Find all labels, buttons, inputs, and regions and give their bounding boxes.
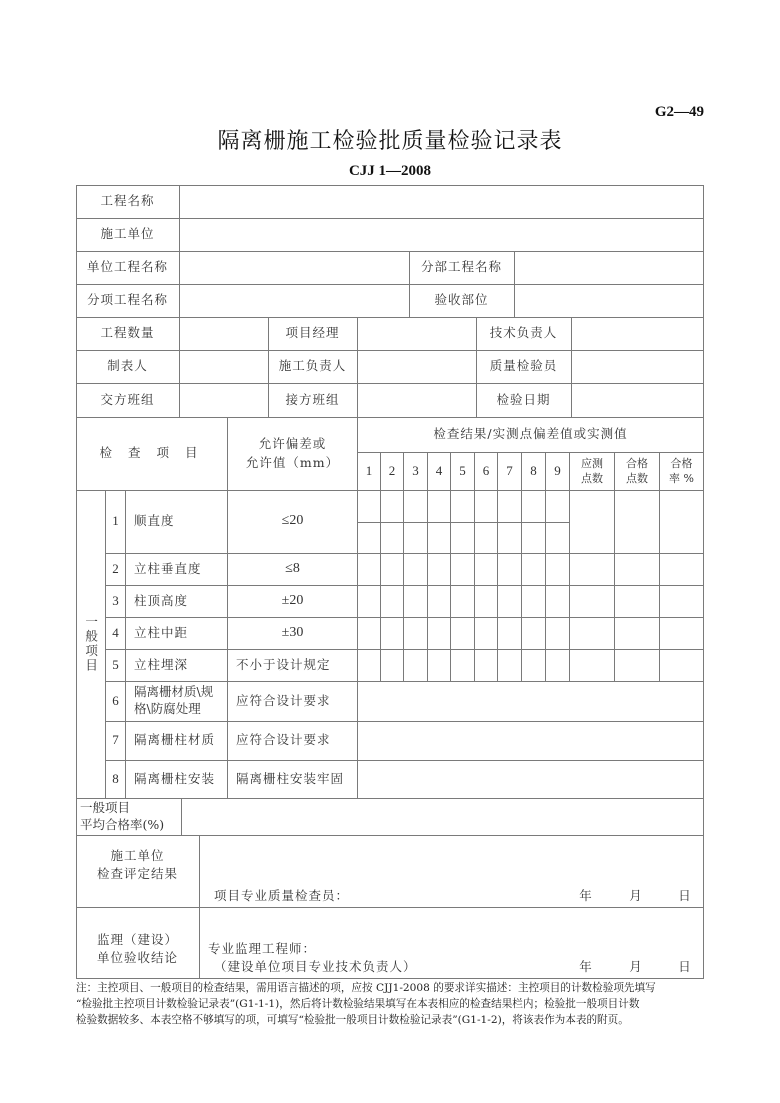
label-unit-project-name: 单位工程名称: [86, 259, 168, 275]
header-point-2: 2: [388, 463, 396, 479]
footnote-line2: “检验批主控项目计数检验记录表”(G1-1-1)，然后将计数检验结果填写在本表相应的检查结果栏内；检验批一般项目计数: [76, 998, 640, 1010]
header-point-7: 7: [506, 463, 513, 479]
header-qualified-rate-1: 合格: [670, 457, 693, 471]
header-results: 检查结果/实测点偏差值或实测值: [433, 426, 628, 442]
supervisor-signature-note: （建设单位项目专业技术负责人）: [214, 958, 417, 974]
header-point-5: 5: [459, 463, 466, 479]
label-handover-team: 交方班组: [100, 391, 155, 407]
label-average-rate: [76, 798, 185, 835]
item-tolerance: ±30: [281, 624, 304, 640]
label-inspection-date: 检验日期: [496, 391, 551, 407]
field-quantity[interactable]: [180, 317, 268, 350]
field-construction-lead[interactable]: [358, 350, 476, 383]
item-name-line2: 格\防腐处理: [134, 701, 201, 716]
item-tolerance: 隔离栅柱安装牢固: [236, 770, 345, 786]
label-tabulator: 制表人: [107, 358, 148, 374]
supervision-year: 年: [579, 958, 593, 974]
item-tolerance: ≤8: [285, 560, 300, 576]
construction-day: 日: [678, 887, 692, 903]
header-qualified-points-2: 点数: [626, 471, 648, 485]
average-label-line2: 平均合格率(%): [80, 816, 165, 832]
header-check-item: 检 查 项 目: [99, 445, 204, 461]
item-result-cells[interactable]: [358, 681, 703, 721]
field-inspection-date[interactable]: [572, 383, 703, 417]
label-construction-result: [76, 835, 199, 895]
label-division-project-name: 分部工程名称: [420, 259, 502, 275]
item-name: 立柱垂直度: [134, 560, 202, 576]
field-construction-result[interactable]: [200, 835, 703, 885]
header-point-3: 3: [412, 463, 419, 479]
supervisor-signature: 专业监理工程师：: [208, 940, 317, 956]
supervision-line2: 单位验收结论: [96, 949, 178, 965]
label-technical-lead: 技术负责人: [489, 325, 558, 341]
item-result-cells[interactable]: [358, 721, 703, 760]
footnote-line3: 检验数据较多、本表空格不够填写的项，可填写“检验批一般项目计数检验记录表”(G1-1-2)，将该表作为本表的附页。: [76, 1014, 629, 1026]
item-tolerance: ≤20: [281, 513, 304, 529]
label-quality-inspector: 质量检验员: [489, 358, 558, 374]
item-tolerance: 应符合设计要求: [236, 732, 331, 748]
header-point-4: 4: [435, 463, 443, 479]
field-quality-inspector[interactable]: [572, 350, 703, 383]
standard-code: CJJ 1—2008: [348, 163, 432, 179]
item-number: 2: [112, 560, 119, 576]
header-tolerance-line2: 允许值（mm）: [245, 454, 340, 470]
item-tolerance: 应符合设计要求: [236, 692, 331, 708]
item-result-cells[interactable]: [358, 760, 703, 798]
item-tolerance: ±20: [281, 592, 304, 608]
item-result-cells[interactable]: [358, 617, 703, 649]
field-takeover-team[interactable]: [358, 383, 476, 417]
header-point-9: 9: [554, 463, 561, 479]
label-supervision: [76, 907, 199, 967]
item-result-cells[interactable]: [358, 585, 703, 617]
label-subitem-project-name: 分项工程名称: [86, 292, 168, 308]
construction-result-line2: 检查评定结果: [96, 866, 178, 881]
supervision-line1: 监理（建设）: [96, 931, 178, 947]
field-unit-project-name[interactable]: [180, 251, 409, 284]
field-average-rate[interactable]: [182, 798, 703, 835]
supervision-month: 月: [629, 958, 643, 974]
label-takeover-team: 接方班组: [285, 391, 340, 407]
field-project-name[interactable]: [180, 185, 703, 218]
construction-year: 年: [579, 887, 593, 903]
header-point-1: 1: [365, 463, 373, 479]
field-tabulator[interactable]: [180, 350, 268, 383]
header-qualified-points-1: 合格: [626, 457, 648, 471]
supervision-day: 日: [678, 958, 692, 974]
field-project-manager[interactable]: [358, 317, 476, 350]
item-result-cells[interactable]: [358, 649, 703, 681]
field-acceptance-part[interactable]: [515, 284, 703, 317]
field-supervision-result[interactable]: [200, 907, 703, 939]
label-project-manager: 项目经理: [285, 325, 340, 341]
inspection-record-table: [76, 185, 703, 978]
item-number: 4: [112, 624, 119, 640]
item-name: 立柱中距: [134, 624, 189, 640]
footnote: [76, 980, 716, 1028]
label-construction-lead: 施工负责人: [278, 358, 347, 374]
item-number: 5: [112, 656, 119, 672]
quality-checker-signature: 项目专业质量检查员：: [214, 887, 350, 903]
construction-result-line1: 施工单位: [110, 847, 165, 863]
label-quantity: 工程数量: [100, 325, 155, 341]
item-name: 顺直度: [134, 513, 175, 529]
page-title: 隔离栅施工检验批质量检验记录表: [217, 129, 563, 154]
label-acceptance-part: 验收部位: [434, 292, 489, 308]
table-border-right: [703, 185, 704, 979]
field-subitem-project-name[interactable]: [180, 284, 409, 317]
item-result-cells[interactable]: [358, 553, 703, 585]
header-should-measure: [570, 453, 614, 490]
table-border-bottom: [76, 978, 703, 979]
item-name: 隔离栅柱材质: [134, 732, 216, 748]
average-label-line1: 一般项目: [80, 799, 131, 815]
header-point-8: 8: [530, 463, 537, 479]
field-construction-unit[interactable]: [180, 218, 703, 251]
item-tolerance: 不小于设计规定: [236, 656, 331, 672]
item-name: 柱顶高度: [134, 592, 189, 608]
item-name: [126, 681, 227, 721]
field-technical-lead[interactable]: [572, 317, 703, 350]
category-label: 一般项目: [83, 615, 99, 673]
form-code: G2—49: [654, 104, 704, 120]
item-name: 隔离栅柱安装: [134, 770, 216, 786]
header-tolerance: [228, 417, 357, 490]
label-construction-unit: 施工单位: [100, 226, 155, 242]
field-division-project-name[interactable]: [515, 251, 703, 284]
category-general-items: [76, 490, 105, 798]
header-point-6: 6: [482, 463, 490, 479]
item-result-cells[interactable]: [358, 490, 703, 553]
header-qualified-points: [615, 453, 659, 490]
item-number: 1: [112, 513, 119, 529]
item-number: 3: [112, 592, 119, 608]
item-number: 6: [112, 692, 119, 708]
header-qualified-rate-2: 率 %: [669, 471, 694, 485]
item-number: 7: [112, 732, 119, 748]
field-handover-team[interactable]: [180, 383, 268, 417]
item-name: 立柱埋深: [134, 656, 189, 672]
header-should-measure-2: 点数: [581, 471, 603, 485]
label-project-name: 工程名称: [100, 193, 155, 209]
item-name-line1: 隔离栅材质\规: [134, 684, 214, 700]
construction-month: 月: [629, 887, 643, 903]
item-number: 8: [112, 770, 119, 786]
footnote-line1: 注：主控项目、一般项目的检查结果，需用语言描述的项，应按 CJJ1-2008 的要求详实描述：主控项目的计数检验项先填写: [76, 982, 656, 994]
header-qualified-rate: [660, 453, 703, 490]
header-tolerance-line1: 允许偏差或: [258, 436, 327, 452]
header-should-measure-1: 应测: [581, 457, 603, 471]
